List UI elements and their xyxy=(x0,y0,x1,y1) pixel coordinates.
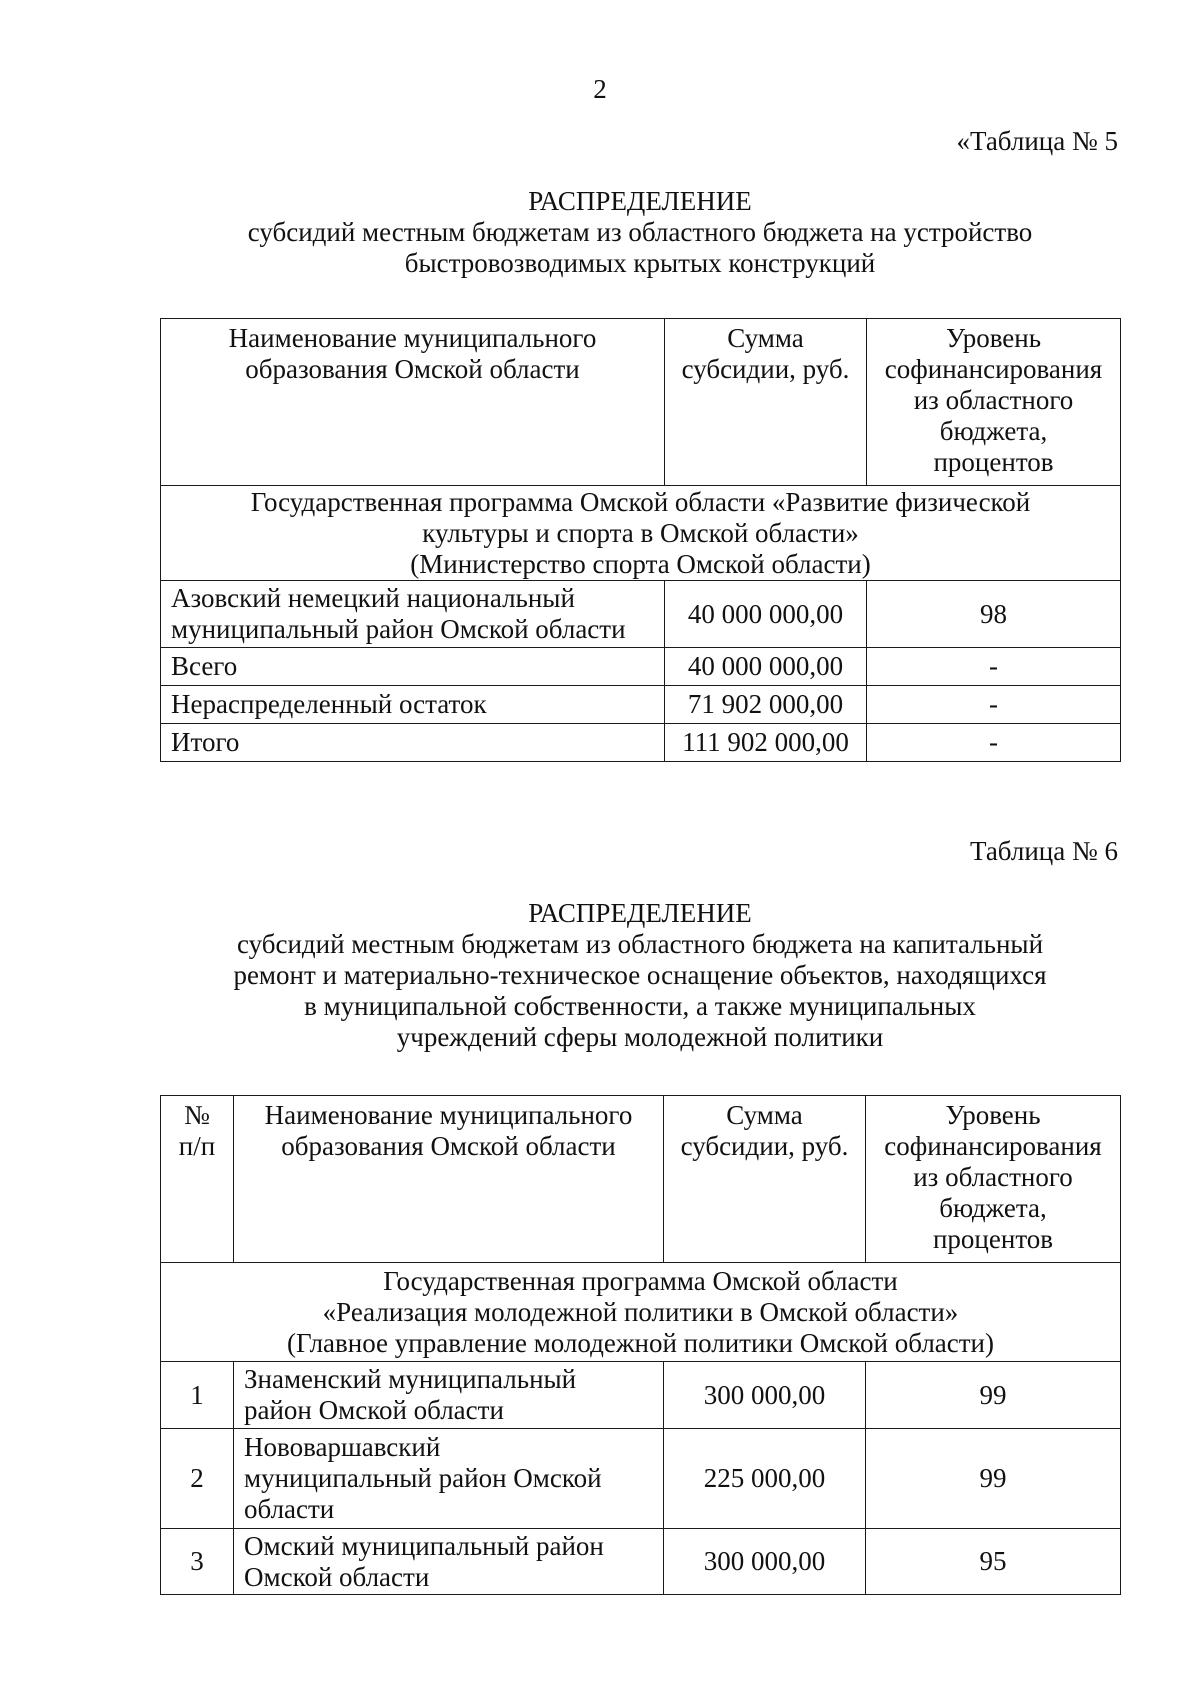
table-row xyxy=(161,1429,1121,1529)
table5 xyxy=(160,318,1121,762)
row-level: 98 xyxy=(867,581,1121,648)
table-row xyxy=(161,1529,1121,1595)
row-level: - xyxy=(867,686,1121,724)
table5-program: Государственная программа Омской области «Развитие физической культуры и спорта в Омской области» (Министерство спорта Омской области) xyxy=(161,486,1121,581)
table6-program: Государственная программа Омской области «Реализация молодежной политики в Омской области» (Главное управление молодежной политики Омской области) xyxy=(161,1263,1121,1362)
table5-heading-line: субсидий местным бюджетам из областного бюджета на устройство xyxy=(247,217,1033,247)
table6 xyxy=(160,1095,1121,1595)
table5-heading-line: быстровозводимых крытых конструкций xyxy=(404,248,876,278)
row-name: Всего xyxy=(161,648,665,686)
table6-header-num: № п/п xyxy=(161,1096,234,1263)
table6-heading-line: ремонт и материально-техническое оснащение объектов, находящихся xyxy=(233,960,1047,990)
table-row xyxy=(161,581,1121,648)
row-name: Азовский немецкий национальный муниципальный район Омской области xyxy=(161,581,665,648)
table6-header-level: Уровень софинансирования из областного бюджета, процентов xyxy=(866,1096,1121,1263)
table6-program-row xyxy=(161,1263,1121,1362)
row-num: 2 xyxy=(161,1429,234,1529)
row-name: Нововаршавский муниципальный район Омской области xyxy=(234,1429,664,1529)
table6-label: Таблица № 6 xyxy=(970,836,1118,866)
table5-program-row xyxy=(161,486,1121,581)
row-sum: 300 000,00 xyxy=(664,1529,866,1595)
page-number: 2 xyxy=(593,74,607,104)
row-sum: 300 000,00 xyxy=(664,1362,866,1429)
row-sum: 40 000 000,00 xyxy=(665,648,867,686)
table6-header-name: Наименование муниципального образования Омской области xyxy=(234,1096,664,1263)
table6-heading-line: субсидий местным бюджетам из областного бюджета на капитальный xyxy=(236,929,1044,959)
table5-header-name: Наименование муниципального образования Омской области xyxy=(161,319,665,486)
table-row xyxy=(161,1362,1121,1429)
table5-heading xyxy=(180,186,1100,279)
row-level: - xyxy=(867,724,1121,762)
table-row xyxy=(161,648,1121,686)
table5-header-level: Уровень софинансирования из областного бюджета, процентов xyxy=(867,319,1121,486)
row-num: 3 xyxy=(161,1529,234,1595)
row-num: 1 xyxy=(161,1362,234,1429)
table-row xyxy=(161,686,1121,724)
table5-header-row xyxy=(161,319,1121,486)
row-level: 99 xyxy=(866,1429,1121,1529)
table6-header-sum: Сумма субсидии, руб. xyxy=(664,1096,866,1263)
row-sum: 40 000 000,00 xyxy=(665,581,867,648)
row-sum: 71 902 000,00 xyxy=(665,686,867,724)
row-level: - xyxy=(867,648,1121,686)
row-name: Итого xyxy=(161,724,665,762)
table6-heading xyxy=(180,898,1100,1053)
table6-heading-title: РАСПРЕДЕЛЕНИЕ xyxy=(528,898,752,928)
table5-heading-title: РАСПРЕДЕЛЕНИЕ xyxy=(528,186,752,216)
row-sum: 225 000,00 xyxy=(664,1429,866,1529)
row-name: Знаменский муниципальный район Омской области xyxy=(234,1362,664,1429)
table5-label: «Таблица № 5 xyxy=(956,126,1118,156)
table6-header-row xyxy=(161,1096,1121,1263)
row-name: Омский муниципальный район Омской области xyxy=(234,1529,664,1595)
row-level: 95 xyxy=(866,1529,1121,1595)
table6-heading-line: учреждений сферы молодежной политики xyxy=(396,1022,884,1052)
row-name: Нераспределенный остаток xyxy=(161,686,665,724)
table5-header-sum: Сумма субсидии, руб. xyxy=(665,319,867,486)
table6-heading-line: в муниципальной собственности, а также муниципальных xyxy=(304,991,976,1021)
row-sum: 111 902 000,00 xyxy=(665,724,867,762)
table-row xyxy=(161,724,1121,762)
row-level: 99 xyxy=(866,1362,1121,1429)
